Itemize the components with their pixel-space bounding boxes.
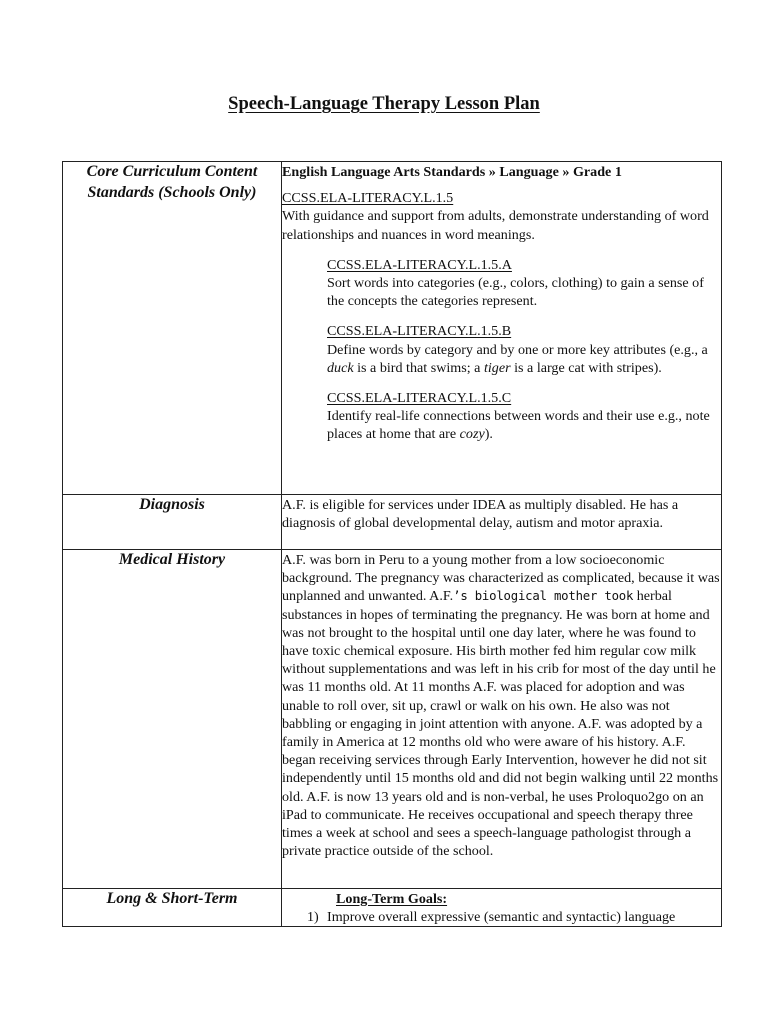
medical-history-label: Medical History xyxy=(63,550,282,889)
goal-number: 1) xyxy=(307,909,319,926)
standard-code-l15: CCSS.ELA-LITERACY.L.1.5 xyxy=(282,190,454,207)
standard-text-l15c-part1: Identify real-life connections between words and their use e.g., note places at home that are xyxy=(327,408,710,443)
medical-history-content xyxy=(282,550,722,889)
curriculum-label: Core Curriculum Content Standards (Schools Only) xyxy=(63,162,282,495)
diagnosis-text: A.F. is eligible for services under IDEA as multiply disabled. He has a diagnosis of global developmental delay, autism and motor apraxia. xyxy=(282,497,679,532)
ela-standards-header: English Language Arts Standards » Language » Grade 1 xyxy=(282,164,622,180)
standard-code-l15b: CCSS.ELA-LITERACY.L.1.5.B xyxy=(327,323,512,340)
standard-text-l15c-part2: ). xyxy=(484,426,493,443)
medical-history-mono-phrase: ’s biological mother took xyxy=(453,589,634,604)
page-title: Speech-Language Therapy Lesson Plan xyxy=(228,94,540,114)
standard-code-l15c: CCSS.ELA-LITERACY.L.1.5.C xyxy=(327,390,512,407)
curriculum-content xyxy=(282,162,722,495)
standard-text-l15b-part3: is a large cat with stripes). xyxy=(510,359,662,376)
standard-text-l15b xyxy=(327,341,721,377)
goal-text: Improve overall expressive (semantic and syntactic) language xyxy=(327,909,676,926)
substandard-a xyxy=(282,256,721,311)
substandard-b xyxy=(282,322,721,377)
standard-text-l15b-part1: Define words by category and by one or more key attributes (e.g., a xyxy=(327,341,708,358)
standard-code-l15a: CCSS.ELA-LITERACY.L.1.5.A xyxy=(327,256,512,273)
goals-row xyxy=(63,889,722,927)
medical-history-row xyxy=(63,550,722,889)
medical-history-text xyxy=(282,551,721,860)
diagnosis-row xyxy=(63,495,722,550)
standard-text-l15c xyxy=(327,407,721,443)
goals-content xyxy=(282,889,722,927)
italic-word-duck: duck xyxy=(327,359,354,376)
lesson-plan-table xyxy=(62,161,722,927)
italic-word-tiger: tiger xyxy=(483,359,511,376)
diagnosis-content xyxy=(282,495,722,550)
diagnosis-label: Diagnosis xyxy=(63,495,282,550)
long-term-goals-heading: Long-Term Goals: xyxy=(336,891,448,907)
standard-text-l15: With guidance and support from adults, demonstrate understanding of word relationships and nuances in word meanings. xyxy=(282,208,709,243)
substandard-c xyxy=(282,389,721,444)
medical-history-part2: herbal substances in hopes of terminating the pregnancy. He was born at home and was not brought to the hospital until one day later, where he was found to have toxic chemical exposure. His birth mother fed him regular cow milk without supplementations and was left in his crib for most of the day until he was 11 months old. At 11 months A.F. was placed for adoption and was unable to roll over, sit up, crawl or walk on his own. He also was not babbling or engaging in joint attention with anyone. A.F. was adopted by a family in America at 12 months old who were aware of his history. A.F. began receiving services through Early Intervention, however he did not sit independently until 15 months old and did not begin walking until 22 months old. A.F. is now 13 years old and is non-verbal, he uses Proloquo2go on an iPad to communicate. He receives occupational and speech therapy three times a week at school and sees a speech-language pathologist through a private practice outside of the school. xyxy=(282,588,719,860)
curriculum-row xyxy=(63,162,722,495)
goals-label: Long & Short-Term xyxy=(63,889,282,927)
standard-text-l15b-part2: is a bird that swims; a xyxy=(353,359,484,376)
italic-word-cozy: cozy xyxy=(459,426,485,443)
medical-history-part1: A.F. was born in Peru to a young mother from a low socioeconomic background. The pregnancy was characterized as complicated, because it was unplanned and unwanted. A.F. xyxy=(282,552,720,605)
standard-text-l15a: Sort words into categories (e.g., colors, clothing) to gain a sense of the concepts the categories represent. xyxy=(327,275,704,310)
goal-item xyxy=(282,908,721,926)
